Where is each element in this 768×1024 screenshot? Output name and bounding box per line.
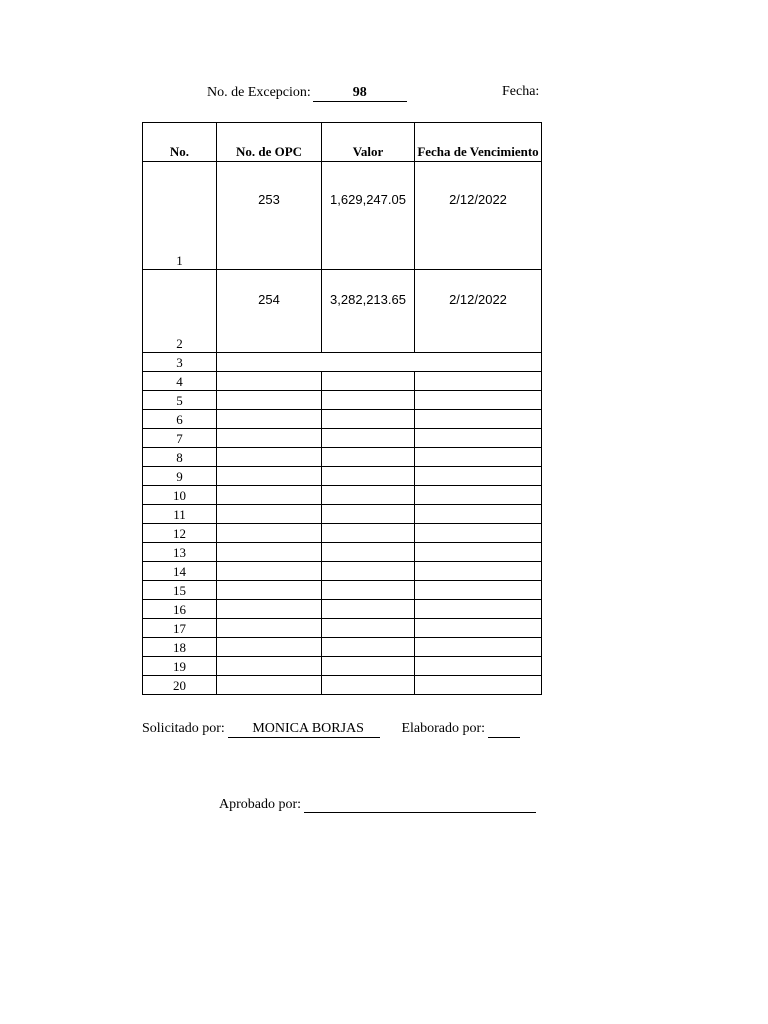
fecha-cell: [415, 676, 542, 695]
fecha-cell: [415, 448, 542, 467]
fecha-cell: [415, 467, 542, 486]
elaborado-blank: [488, 723, 520, 738]
row-number: 9: [143, 467, 217, 486]
excepcion-label: No. de Excepcion:: [207, 85, 311, 100]
table-row: [143, 353, 542, 372]
aprobado-label: Aprobado por:: [219, 797, 302, 812]
table-row: [143, 581, 542, 600]
table-row: [143, 162, 542, 270]
row-number: 10: [143, 486, 217, 505]
column-header-no: No.: [143, 123, 217, 162]
row-number: 13: [143, 543, 217, 562]
opc-table: [142, 122, 542, 695]
row-number: 8: [143, 448, 217, 467]
opc-cell: 253: [217, 162, 322, 270]
opc-cell: [217, 619, 322, 638]
fecha-cell: [415, 543, 542, 562]
valor-cell: [322, 619, 415, 638]
fecha-cell: [415, 524, 542, 543]
valor-cell: [322, 543, 415, 562]
table-row: [143, 391, 542, 410]
valor-cell: [322, 505, 415, 524]
valor-cell: [322, 562, 415, 581]
aprobado-blank: [304, 798, 536, 813]
opc-cell: [217, 581, 322, 600]
fecha-cell: [415, 581, 542, 600]
column-header-valor: Valor: [322, 123, 415, 162]
column-header-fecha: Fecha de Vencimiento: [415, 123, 542, 162]
row-number: 17: [143, 619, 217, 638]
valor-cell: [322, 600, 415, 619]
table-row: [143, 562, 542, 581]
table-row: [143, 270, 542, 353]
row-number: 1: [143, 162, 217, 270]
empty-merged-cell: [217, 353, 542, 372]
table-row: [143, 657, 542, 676]
fecha-cell: [415, 429, 542, 448]
row-number: 19: [143, 657, 217, 676]
table-row: [143, 486, 542, 505]
fecha-cell: [415, 410, 542, 429]
valor-cell: 3,282,213.65: [322, 270, 415, 353]
opc-cell: [217, 429, 322, 448]
valor-cell: [322, 410, 415, 429]
opc-cell: [217, 505, 322, 524]
row-number: 20: [143, 676, 217, 695]
table-row: [143, 619, 542, 638]
opc-cell: [217, 410, 322, 429]
opc-cell: [217, 486, 322, 505]
opc-cell: [217, 543, 322, 562]
excepcion-line: [207, 84, 407, 102]
row-number: 4: [143, 372, 217, 391]
table-row: [143, 543, 542, 562]
valor-cell: [322, 581, 415, 600]
row-number: 11: [143, 505, 217, 524]
row-number: 16: [143, 600, 217, 619]
opc-cell: [217, 600, 322, 619]
opc-cell: [217, 391, 322, 410]
table-header-row: [143, 123, 542, 162]
fecha-cell: [415, 619, 542, 638]
fecha-cell: [415, 638, 542, 657]
elaborado-label: Elaborado por:: [401, 721, 486, 736]
valor-cell: 1,629,247.05: [322, 162, 415, 270]
table-row: [143, 448, 542, 467]
fecha-cell: [415, 486, 542, 505]
valor-cell: [322, 467, 415, 486]
row-number: 5: [143, 391, 217, 410]
row-number: 12: [143, 524, 217, 543]
solicitado-value: MONICA BORJAS: [228, 721, 380, 738]
aprobado-line: [219, 797, 536, 813]
opc-cell: 254: [217, 270, 322, 353]
solicitado-label: Solicitado por:: [142, 721, 225, 736]
fecha-cell: 2/12/2022: [415, 162, 542, 270]
fecha-cell: [415, 505, 542, 524]
row-number: 6: [143, 410, 217, 429]
table-row: [143, 600, 542, 619]
fecha-cell: [415, 562, 542, 581]
table-row: [143, 467, 542, 486]
opc-cell: [217, 372, 322, 391]
valor-cell: [322, 676, 415, 695]
table-row: [143, 676, 542, 695]
opc-cell: [217, 638, 322, 657]
excepcion-value: 98: [313, 84, 407, 102]
valor-cell: [322, 524, 415, 543]
table-row: [143, 524, 542, 543]
opc-cell: [217, 562, 322, 581]
opc-cell: [217, 448, 322, 467]
valor-cell: [322, 372, 415, 391]
opc-cell: [217, 676, 322, 695]
row-number: 3: [143, 353, 217, 372]
valor-cell: [322, 657, 415, 676]
row-number: 2: [143, 270, 217, 353]
table-row: [143, 505, 542, 524]
table-row: [143, 638, 542, 657]
valor-cell: [322, 486, 415, 505]
fecha-cell: [415, 391, 542, 410]
row-number: 7: [143, 429, 217, 448]
opc-cell: [217, 657, 322, 676]
column-header-opc: No. de OPC: [217, 123, 322, 162]
row-number: 14: [143, 562, 217, 581]
row-number: 18: [143, 638, 217, 657]
table-row: [143, 410, 542, 429]
opc-cell: [217, 524, 322, 543]
opc-cell: [217, 467, 322, 486]
valor-cell: [322, 448, 415, 467]
table-row: [143, 429, 542, 448]
fecha-cell: 2/12/2022: [415, 270, 542, 353]
solicitado-line: [142, 721, 520, 738]
valor-cell: [322, 638, 415, 657]
row-number: 15: [143, 581, 217, 600]
fecha-label: Fecha:: [502, 84, 540, 99]
fecha-cell: [415, 372, 542, 391]
fecha-cell: [415, 600, 542, 619]
table-row: [143, 372, 542, 391]
fecha-cell: [415, 657, 542, 676]
valor-cell: [322, 429, 415, 448]
valor-cell: [322, 391, 415, 410]
